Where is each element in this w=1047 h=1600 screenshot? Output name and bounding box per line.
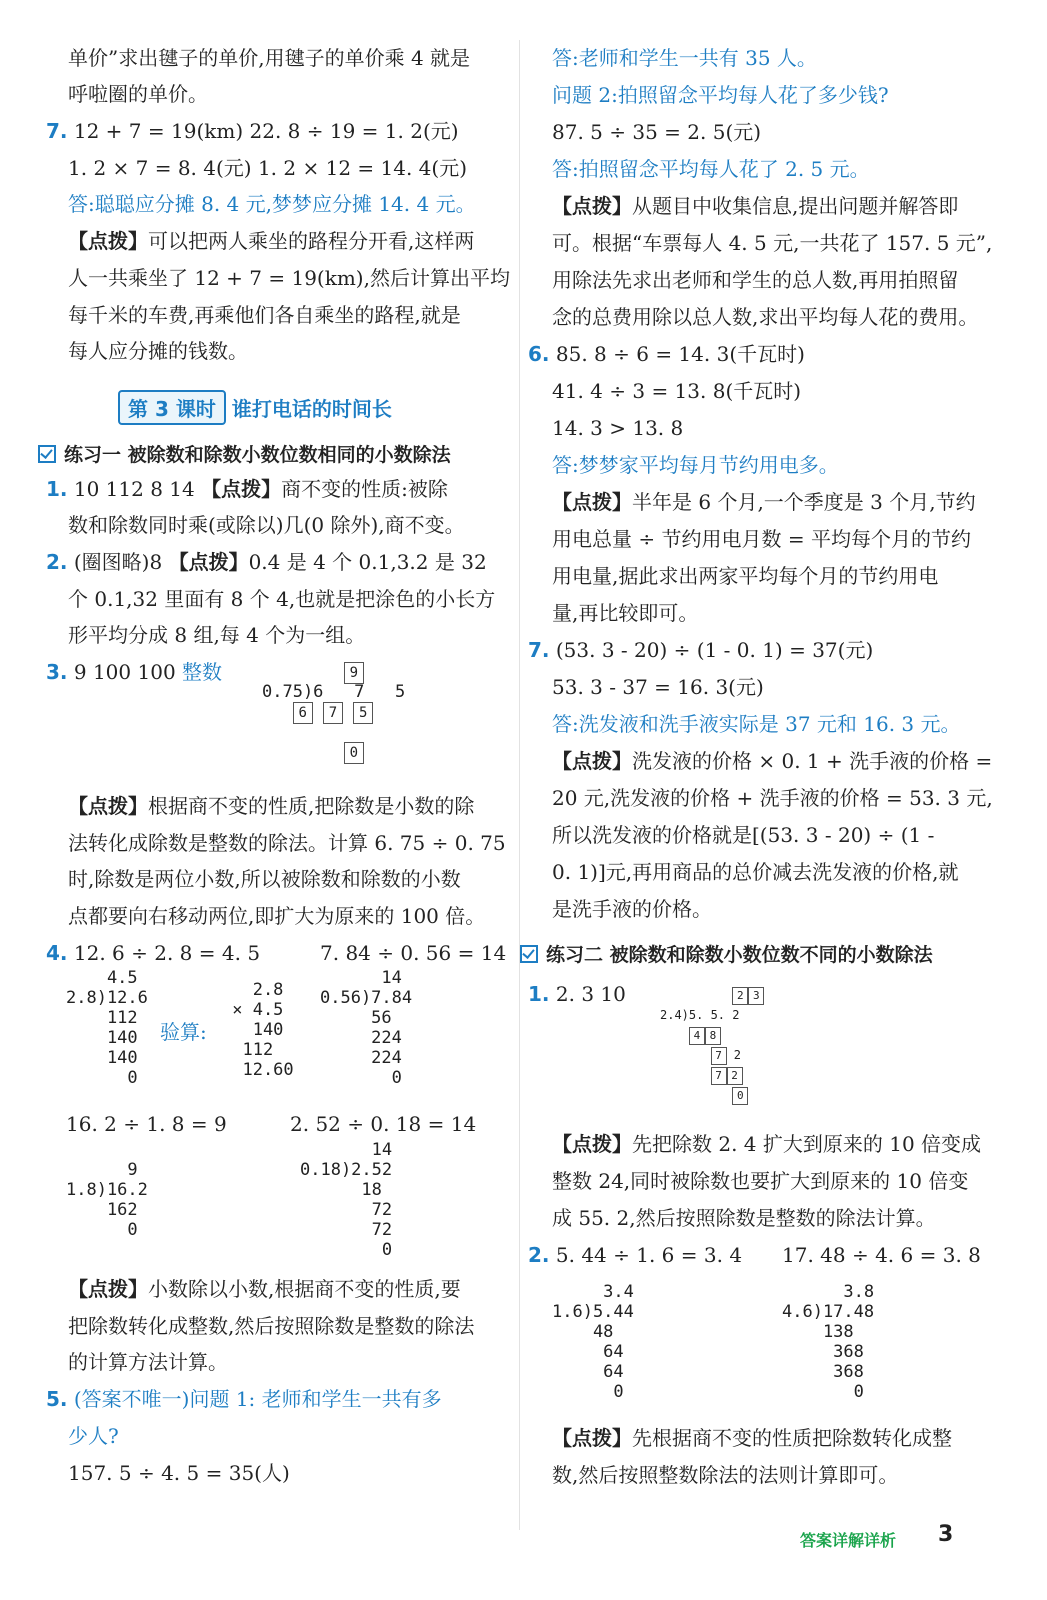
tip-text: 可。根据“车票每人 4. 5 元,一共花了 157. 5 元”,	[552, 231, 993, 255]
long-division-figure: 14 0.18)2.52 18 72 72 0	[300, 1140, 393, 1260]
tip-text: 可以把两人乘坐的路程分开看,这样两	[148, 229, 475, 253]
equation-line: 85. 8 ÷ 6 = 14. 3(千瓦时)	[555, 342, 805, 366]
tip-text: 量,再比较即可。	[552, 601, 699, 625]
tip-line	[552, 747, 992, 775]
answer-line: 答:拍照留念平均每人花了 2. 5 元。	[552, 157, 870, 181]
long-division-figure: 9 0.75)6 7 5 6 7 5 0	[262, 662, 416, 762]
checkbox-icon	[38, 445, 56, 463]
question-line: 问题 2:拍照留念平均每人花了多少钱?	[552, 83, 889, 107]
answer-line: 答:洗发液和洗手液实际是 37 元和 16. 3 元。	[552, 712, 961, 736]
tip-label: 【点拨】	[552, 194, 632, 218]
tip-text: 整数 24,同时被除数也要扩大到原来的 10 倍变	[552, 1169, 969, 1193]
tip-line	[68, 1275, 461, 1303]
tip-text: 法转化成除数是整数的除法。计算 6. 75 ÷ 0. 75	[68, 831, 506, 855]
long-division-figure: 2 3 2.4)5. 5. 2 4 8 7 2 7 2 0	[660, 985, 764, 1105]
exercise-1-title	[38, 440, 451, 467]
tip-line	[552, 488, 976, 516]
tip-text: 半年是 6 个月,一个季度是 3 个月,节约	[632, 490, 976, 514]
text-line: 单价”求出毽子的单价,用毽子的单价乘 4 就是	[68, 46, 471, 70]
tip-line	[68, 792, 474, 820]
tip-text: 每人应分摊的钱数。	[68, 339, 248, 363]
tip-text: 洗发液的价格 × 0. 1 + 洗手液的价格 =	[632, 749, 993, 773]
tip-label: 【点拨】	[68, 794, 148, 818]
question-number: 4.	[46, 941, 68, 965]
question-2	[46, 548, 487, 576]
tip-label: 【点拨】	[552, 749, 632, 773]
footer-label: 答案详解详析	[800, 1531, 897, 1550]
answer-line: 答:聪聪应分摊 8. 4 元,梦梦应分摊 14. 4 元。	[68, 192, 476, 216]
tip-text: 数,然后按照整数除法的法则计算即可。	[552, 1463, 899, 1487]
question-1-right	[528, 980, 626, 1008]
tip-text: 用电总量 ÷ 节约用电月数 = 平均每个月的节约	[552, 527, 971, 551]
equation-line: 17. 48 ÷ 4. 6 = 3. 8	[782, 1243, 981, 1267]
tip-text: 形平均分成 8 组,每 4 个为一组。	[68, 623, 366, 647]
tip-text: 个 0.1,32 里面有 8 个 4,也就是把涂色的小长方	[68, 587, 496, 611]
tip-text: 每千米的车费,再乘他们各自乘坐的路程,就是	[68, 303, 461, 327]
check-multiplication: 2.8 × 4.5 140 112 12.60	[222, 980, 294, 1080]
answer-line: 答:老师和学生一共有 35 人。	[552, 46, 817, 70]
question-number: 3.	[46, 660, 68, 684]
tip-text: 从题目中收集信息,提出问题并解答即	[632, 194, 959, 218]
tip-text: 商不变的性质:被除	[281, 477, 448, 501]
tip-text: 用电量,据此求出两家平均每个月的节约用电	[552, 564, 939, 588]
answer-text: 老师和学生一共有多	[261, 1387, 442, 1411]
tip-text: 人一共乘坐了 12 + 7 = 19(km),然后计算出平均	[68, 266, 510, 290]
question-number: 2.	[528, 1243, 550, 1267]
tip-text: 小数除以小数,根据商不变的性质,要	[148, 1277, 461, 1301]
tip-text: 先把除数 2. 4 扩大到原来的 10 倍变成	[632, 1132, 982, 1156]
answer-text: 2. 3 10	[555, 982, 626, 1006]
question-number: 5.	[46, 1387, 68, 1411]
tip-text: 0. 1)]元,再用商品的总价减去洗发液的价格,就	[552, 860, 959, 884]
tip-label: 【点拨】	[552, 490, 632, 514]
question-number: 7.	[528, 638, 550, 662]
question-4	[46, 939, 260, 967]
equation-line: 14. 3 > 13. 8	[552, 416, 684, 440]
equation-line: 41. 4 ÷ 3 = 13. 8(千瓦时)	[552, 379, 802, 403]
question-2-right	[528, 1241, 742, 1269]
equation-line: 2. 52 ÷ 0. 18 = 14	[290, 1112, 477, 1136]
tip-line	[552, 1424, 952, 1452]
answer-text: (圈图略)8	[73, 550, 163, 574]
question-number: 1.	[528, 982, 550, 1006]
tip-text: 成 55. 2,然后按照除数是整数的除法计算。	[552, 1206, 936, 1230]
question-1	[46, 475, 448, 503]
lesson-badge: 第 3 课时	[118, 390, 226, 425]
equation-line: 87. 5 ÷ 35 = 2. 5(元)	[552, 120, 762, 144]
question-number: 1.	[46, 477, 68, 501]
long-division-figure: 3.4 1.6)5.44 48 64 64 0	[552, 1282, 634, 1402]
tip-text: 把除数转化成整数,然后按照除数是整数的除法	[68, 1314, 475, 1338]
tip-label: 【点拨】	[552, 1426, 632, 1450]
long-division-figure: 4.5 2.8)12.6 112 140 140 0	[66, 968, 148, 1088]
tip-line	[552, 1130, 981, 1158]
question-5	[46, 1385, 442, 1413]
long-division-figure: 14 0.56)7.84 56 224 224 0	[320, 968, 413, 1088]
tip-text: 时,除数是两位小数,所以被除数和除数的小数	[68, 867, 461, 891]
answer-text: 9 100 100	[73, 660, 176, 684]
tip-text: 是洗手液的价格。	[552, 897, 712, 921]
equation-line: 1. 2 × 7 = 8. 4(元) 1. 2 × 12 = 14. 4(元)	[68, 156, 468, 180]
tip-text: 念的总费用除以总人数,求出平均每人花的费用。	[552, 305, 979, 329]
tip-text: 所以洗发液的价格就是[(53. 3 - 20) ÷ (1 -	[552, 823, 935, 847]
equation-line: 12. 6 ÷ 2. 8 = 4. 5	[73, 941, 261, 965]
long-division-figure: 3.8 4.6)17.48 138 368 368 0	[782, 1282, 875, 1402]
tip-text: 根据商不变的性质,把除数是小数的除	[148, 794, 475, 818]
answer-text: 10 112 8 14	[73, 477, 195, 501]
equation-line: 5. 44 ÷ 1. 6 = 3. 4	[555, 1243, 743, 1267]
equation-line: 7. 84 ÷ 0. 56 = 14	[320, 941, 507, 965]
tip-text: 数和除数同时乘(或除以)几(0 除外),商不变。	[68, 513, 465, 537]
answer-text: (答案不唯一)问题 1:	[73, 1387, 256, 1411]
tip-text: 用除法先求出老师和学生的总人数,再用拍照留	[552, 268, 959, 292]
tip-label: 【点拨】	[168, 550, 249, 574]
checkbox-icon	[520, 945, 538, 963]
tip-text: 先根据商不变的性质把除数转化成整	[632, 1426, 952, 1450]
tip-line	[68, 227, 474, 255]
exercise-title-text: 练习一 被除数和除数小数位数相同的小数除法	[64, 444, 451, 466]
tip-text: 点都要向右移动两位,即扩大为原来的 100 倍。	[68, 904, 486, 928]
long-division-figure: 9 1.8)16.2 162 0	[66, 1160, 148, 1240]
question-number: 2.	[46, 550, 68, 574]
equation-line: (53. 3 - 20) ÷ (1 - 0. 1) = 37(元)	[555, 638, 874, 662]
equation-line: 53. 3 - 37 = 16. 3(元)	[552, 675, 764, 699]
exercise-title-text: 练习二 被除数和除数小数位数不同的小数除法	[546, 944, 933, 966]
tip-text: 0.4 是 4 个 0.1,3.2 是 32	[248, 550, 487, 574]
question-6	[528, 340, 805, 368]
answer-line: 答:梦梦家平均每月节约用电多。	[552, 453, 839, 477]
lesson-title: 谁打电话的时间长	[231, 397, 392, 421]
tip-label: 【点拨】	[68, 1277, 148, 1301]
question-7	[46, 117, 459, 145]
tip-text: 20 元,洗发液的价格 + 洗手液的价格 = 53. 3 元,	[552, 786, 993, 810]
tip-label: 【点拨】	[201, 477, 282, 501]
tip-label: 【点拨】	[68, 229, 148, 253]
text-line: 呼啦圈的单价。	[68, 82, 208, 106]
column-divider	[519, 40, 520, 1530]
equation-line: 12 + 7 = 19(km) 22. 8 ÷ 19 = 1. 2(元)	[73, 119, 459, 143]
page-number: 3	[938, 1522, 954, 1547]
answer-text: 少人?	[68, 1424, 119, 1448]
question-7-right	[528, 636, 873, 664]
tip-text: 的计算方法计算。	[68, 1350, 228, 1374]
answer-text: 整数	[182, 660, 223, 684]
question-number: 7.	[46, 119, 68, 143]
tip-label: 【点拨】	[552, 1132, 632, 1156]
equation-line: 16. 2 ÷ 1. 8 = 9	[66, 1112, 227, 1136]
lesson-header	[118, 390, 392, 425]
equation-line: 157. 5 ÷ 4. 5 = 35(人)	[68, 1461, 290, 1485]
exercise-2-title	[520, 940, 933, 967]
tip-line	[552, 192, 958, 220]
check-label: 验算:	[160, 1020, 207, 1044]
question-3	[46, 658, 222, 686]
question-number: 6.	[528, 342, 550, 366]
